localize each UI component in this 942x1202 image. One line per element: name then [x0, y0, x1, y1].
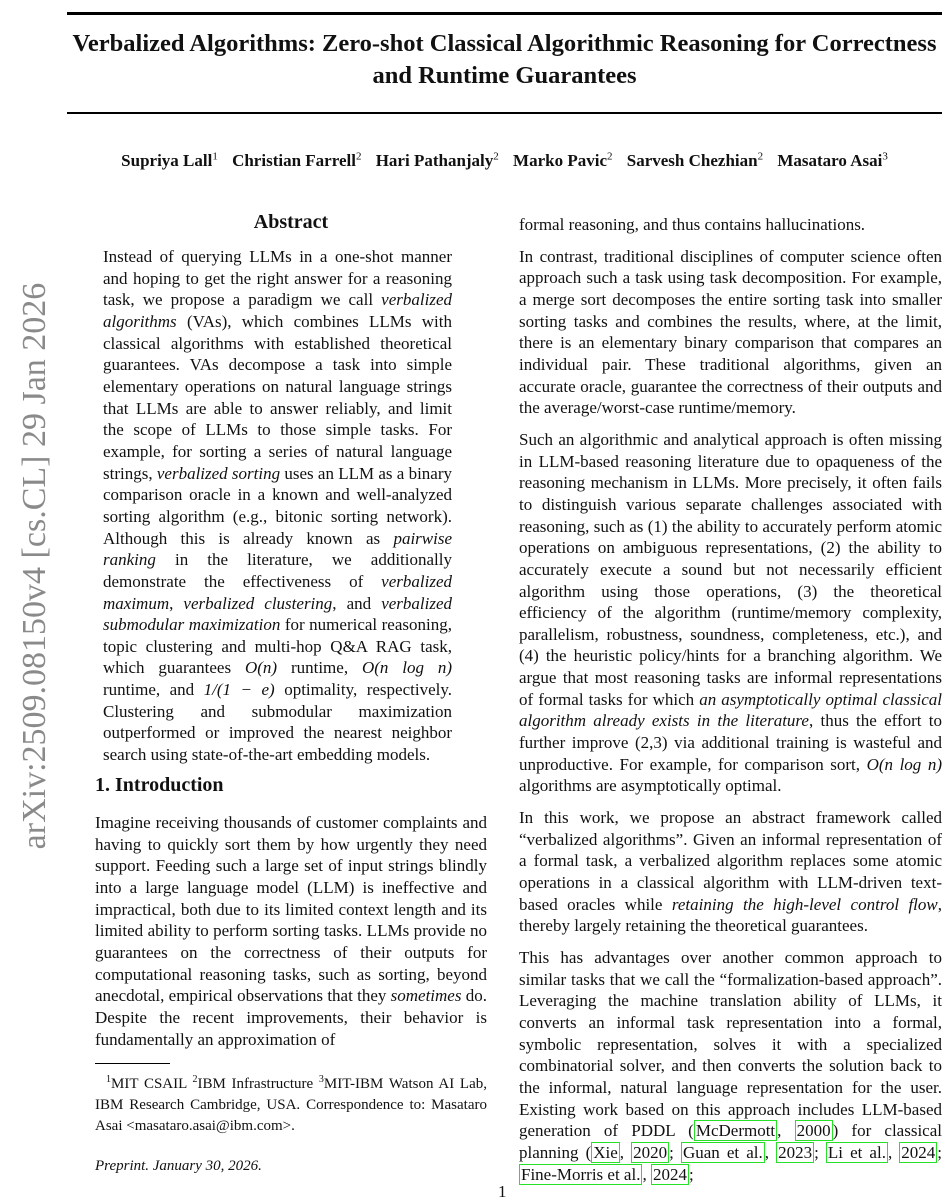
footnote-rule [95, 1063, 170, 1064]
author: Marko Pavic$^2$ [513, 150, 613, 170]
title-bottom-rule [67, 112, 942, 114]
citation-link[interactable]: Xie [593, 1142, 618, 1162]
paragraph: In this work, we propose an abstract framework called “verbalized algorithms”. Given an informal representation of a formal task, a verbalized algorithm replaces some atomic operations in a classical algorithm with LLM-driven text-based oracles while retaining the high-level control flow, thereby largely retaining the theoretical guarantees. [519, 808, 942, 936]
author-list [67, 150, 942, 171]
author: Hari Pathanjaly$^2$ [375, 150, 499, 170]
citation-link[interactable]: 2000 [796, 1121, 831, 1141]
author: Christian Farrell$^2$ [232, 150, 362, 170]
paragraph: formal reasoning, and thus contains hallucinations. [519, 215, 866, 234]
abstract-heading: Abstract [253, 211, 329, 233]
preprint-note: Preprint. January 30, 2026. [95, 1158, 262, 1174]
arxiv-watermark: arXiv:2509.08150v4 [cs.CL] 29 Jan 2026 [16, 282, 53, 850]
abstract-text: Instead of querying LLMs in a one-shot manner and hoping to get the right answer for a reasoning task, we propose a paradigm we call verbalized algorithms (VAs), which combines LLMs with classical algorithms with established theoretical guarantees. VAs decompose a task into simple elementary operations on natural language strings that LLMs are able to answer reliably, and limit the scope of LLMs to those simple tasks. For example, for sorting a series of natural language strings, verbalized sorting uses an LLM as a binary comparison oracle in a known and well-analyzed sorting algorithm (e.g., bitonic sorting network). Although this is already known as pairwise ranking in the literature, we additionally demonstrate the effectiveness of verbalized maximum, verbalized clustering, and verbalized submodular maximization for numerical reasoning, topic clustering and multi-hop Q&A RAG task, which guarantees O(n) runtime, O(n log n) runtime, and 1/(1 − e) optimality, respectively. Clustering and submodular maximization outperformed or improved the nearest neighbor search using state-of-the-art embedding models. [103, 247, 453, 765]
paragraph: This has advantages over another common approach to similar tasks that we call the “formalization-based approach”. Leveraging the machine translation ability of LLMs, it converts an informal task representation into a formal, symbolic representation, solves it with a specialized combinatorial solver, and then converts the solution back to the informal, natural language representation for the user. Existing work based on this approach includes LLM-based generation of PDDL ( McDermott , 2000 ) for classical planning ( Xie , 2020 ; Guan et al. , 2023 ; Li et al. , 2024 ; Fine-Morris et al. , 2024 ; [519, 948, 942, 1184]
citation-link[interactable]: 2024 [652, 1164, 687, 1184]
citation-link[interactable]: 2023 [778, 1142, 813, 1162]
author: Masataro Asai$^3$ [777, 150, 888, 170]
right-column [519, 214, 942, 1195]
intro-text: Imagine receiving thousands of customer complaints and having to quickly sort them by how urgently they need support. Feeding such a large set of input strings blindly into a large language model (LLM) is ineffective and impractical, both due to its limited context length and its limited ability to perform sorting tasks. LLMs provide no guarantees on the correctness of their outputs for computational reasoning tasks, such as sorting, beyond anecdotal, empirical observations that they sometimes do. Despite the recent improvements, their behavior is fundamentally an approximation of [95, 813, 487, 1049]
section-heading-introduction: 1. Introduction [95, 774, 224, 796]
page-number: 1 [498, 1182, 507, 1201]
citation-link[interactable]: 2020 [633, 1142, 668, 1162]
paragraph: In contrast, traditional disciplines of computer science often approach such a task using task decomposition. For example, a merge sort decomposes the entire sorting task into smaller sorting tasks and combines the results, where, at the limit, there is an elementary binary comparison that compares an individual pair. These traditional algorithms, given an accurate oracle, guarantee the correctness of their outputs and the average/worst-case runtime/memory. [519, 246, 942, 418]
author: Supriya Lall$^1$ [121, 150, 218, 170]
citation-link[interactable]: 2024 [901, 1142, 936, 1162]
title-top-rule [67, 12, 942, 15]
citation-link[interactable]: Li et al. [827, 1142, 886, 1162]
paragraph: Such an algorithmic and analytical approach is often missing in LLM-based reasoning literature due to opaqueness of the reasoning mechanism in LLMs. More precisely, it often fails to distinguish various separate challenges associated with reasoning, such as (1) the ability to accurately perform atomic operations on ambiguous representations, (2) the ability to accurately execute a sound but not necessarily efficient algorithm using those operations, (3) the theoretical efficiency of the algorithm (runtime/memory complexity, parallelism, robustness, soundness, completeness, etc.), and (4) the heuristic policy/hints for a branching algorithm. We argue that most reasoning tasks are informal representations of formal tasks for which an asymptotically optimal classical algorithm already exists in the literature, thus the effort to further improve (2,3) via additional training is wasteful and unproductive. For example, for comparison sort, O(n log n) algorithms are asymptotically optimal. [519, 429, 942, 796]
citation-link[interactable]: Fine-Morris et al. [521, 1164, 641, 1184]
citation-link[interactable]: McDermott [695, 1121, 776, 1141]
author: Sarvesh Chezhian$^2$ [626, 150, 764, 170]
affiliations-footnote: $^1$MIT CSAIL $^2$IBM Infrastructure $^3$MIT-IBM Watson AI Lab, IBM Research Cambridge, USA. Correspondence to: Masataro Asai <masataro.asai@ibm.com>. [95, 1074, 487, 1134]
paper-title: Verbalized Algorithms: Zero-shot Classical Algorithmic Reasoning for Correctness and Runtime Guarantees [72, 30, 937, 89]
citation-link[interactable]: Guan et al. [682, 1142, 763, 1162]
